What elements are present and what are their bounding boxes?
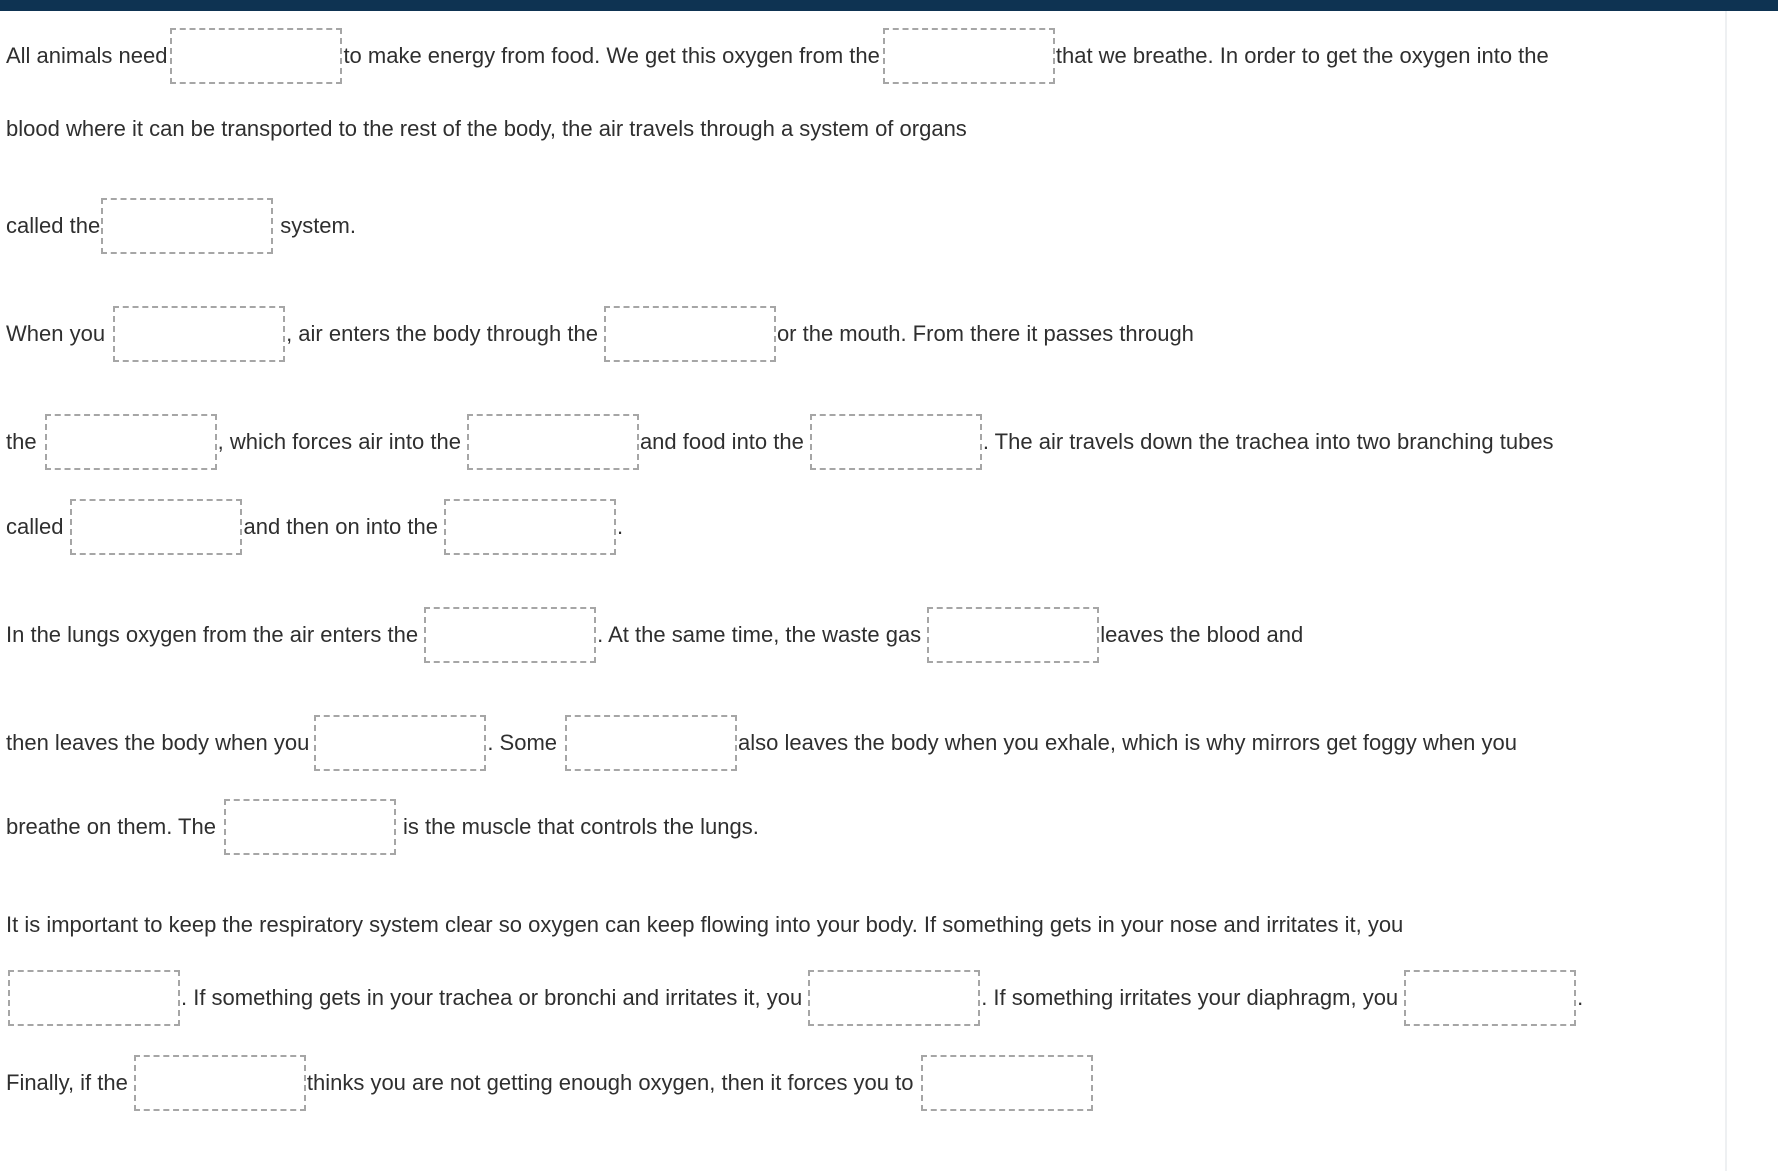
answer-drop-zone[interactable] (810, 414, 982, 470)
answer-drop-zone[interactable] (8, 970, 180, 1026)
paragraph-line (6, 1068, 1094, 1098)
answer-drop-zone[interactable] (314, 715, 486, 771)
text-segment: called (6, 514, 64, 539)
answer-drop-zone[interactable] (604, 306, 776, 362)
paragraph-line (6, 620, 1303, 650)
text-segment: and food into the (639, 429, 804, 454)
text-segment: thinks you are not getting enough oxygen, then it forces you to (306, 1070, 914, 1095)
paragraph-line (6, 983, 1583, 1013)
text-segment: leaves the blood and (1100, 622, 1304, 647)
answer-drop-zone[interactable] (808, 970, 980, 1026)
answer-drop-zone[interactable] (70, 499, 242, 555)
answer-drop-zone[interactable] (927, 607, 1099, 663)
answer-drop-zone[interactable] (224, 799, 396, 855)
text-segment: . (1577, 985, 1584, 1010)
answer-drop-zone[interactable] (883, 28, 1055, 84)
text-segment: to make energy from food. We get this oxygen from the (343, 43, 880, 68)
answer-drop-zone[interactable] (1404, 970, 1576, 1026)
text-segment: blood where it can be transported to the rest of the body, the air travels through a system of organs (6, 116, 967, 141)
text-segment: system. (280, 213, 356, 238)
text-segment: the (6, 429, 37, 454)
paragraph-line (6, 319, 1194, 349)
paragraph-line (6, 114, 967, 144)
paragraph-line (6, 211, 356, 241)
paragraph-line (6, 812, 759, 842)
answer-drop-zone[interactable] (921, 1055, 1093, 1111)
answer-drop-zone[interactable] (444, 499, 616, 555)
paragraph-line (6, 512, 623, 542)
answer-drop-zone[interactable] (565, 715, 737, 771)
text-segment: that we breathe. In order to get the oxygen into the (1055, 43, 1549, 68)
text-segment: Finally, if the (6, 1070, 128, 1095)
paragraph-line (6, 427, 1554, 457)
answer-drop-zone[interactable] (424, 607, 596, 663)
text-segment: , air enters the body through the (286, 321, 598, 346)
text-segment: . If something gets in your trachea or bronchi and irritates it, you (181, 985, 803, 1010)
text-segment: . The air travels down the trachea into two branching tubes (982, 429, 1554, 454)
text-segment: When you (6, 321, 106, 346)
top-bar (0, 0, 1778, 11)
answer-drop-zone[interactable] (170, 28, 342, 84)
answer-drop-zone[interactable] (101, 198, 273, 254)
text-segment: All animals need (6, 43, 168, 68)
text-segment: In the lungs oxygen from the air enters the (6, 622, 419, 647)
text-segment: It is important to keep the respiratory system clear so oxygen can keep flowing into your body. If something gets in your nose and irritates it, you (6, 912, 1404, 937)
text-segment: , which forces air into the (217, 429, 461, 454)
text-segment: or the mouth. From there it passes through (776, 321, 1194, 346)
text-segment: and then on into the (243, 514, 438, 539)
paragraph-line (6, 910, 1403, 940)
text-segment: called the (6, 213, 101, 238)
text-segment: then leaves the body when you (6, 730, 310, 755)
text-segment: . At the same time, the waste gas (597, 622, 922, 647)
scroll-divider (1725, 11, 1727, 1171)
text-segment: . (616, 514, 624, 539)
paragraph-line (6, 41, 1549, 71)
paragraph-line (6, 728, 1517, 758)
answer-drop-zone[interactable] (113, 306, 285, 362)
text-segment: is the muscle that controls the lungs. (402, 814, 759, 839)
answer-drop-zone[interactable] (45, 414, 217, 470)
text-segment: . If something irritates your diaphragm, you (981, 985, 1399, 1010)
text-segment: also leaves the body when you exhale, which is why mirrors get foggy when you (738, 730, 1518, 755)
text-segment: breathe on them. The (6, 814, 216, 839)
text-segment: . Some (487, 730, 558, 755)
answer-drop-zone[interactable] (467, 414, 639, 470)
answer-drop-zone[interactable] (134, 1055, 306, 1111)
